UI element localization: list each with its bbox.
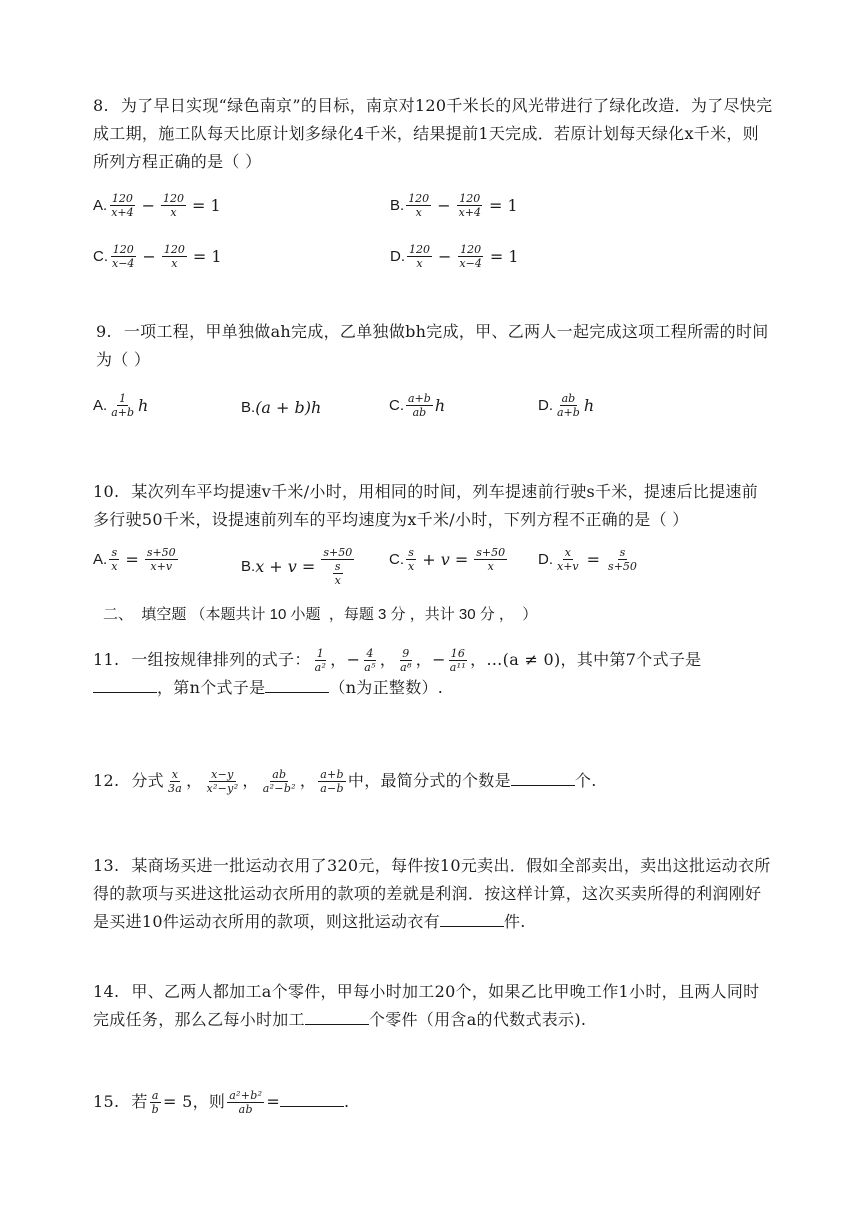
question-13: 13. 某商场买进一批运动衣用了320元，每件按10元卖出．假如全部卖出，卖出这批运动衣所得的款项与买进这批运动衣所用的款项的差就是利润．按这样计算，这次买卖所得的利润刚好是买进10件运动衣所用的款项，则这批运动衣有 件. <box>93 856 771 931</box>
question-number: 12. <box>93 771 120 790</box>
answer-blank[interactable] <box>93 674 157 693</box>
question-text: 某次列车平均提速v千米/小时，用相同的时间，列车提速前行驶s千米，提速后比提速前多行驶50千米，设提速前列车的平均速度为x千米/小时，下列方程不正确的是（ ） <box>93 482 759 529</box>
q10-option-d[interactable]: D. $\frac{x}{x+v}$ = $\frac{s}{s+50}$ <box>538 546 637 573</box>
answer-blank[interactable] <box>280 1088 344 1107</box>
question-9 <box>96 318 776 374</box>
question-text: 为了早日实现“绿色南京”的目标，南京对120千米长的风光带进行了绿化改造．为了尽快完成工期，施工队每天比原计划多绿化4千米，结果提前1天完成．若原计划每天绿化x千米，则所列方程正确的是（ ） <box>93 96 773 171</box>
question-number: 9. <box>96 322 112 341</box>
question-14: 14. 甲、乙两人都加工a个零件，甲每小时加工20个，如果乙比甲晚工作1小时，且两人同时完成任务，那么乙每小时加工 个零件（用含a的代数式表示). <box>93 982 760 1029</box>
question-number: 8. <box>93 96 109 115</box>
q9-option-d[interactable]: D. $\frac{ab}{a+b}$ h <box>538 392 595 419</box>
question-10 <box>93 478 773 534</box>
question-number: 10. <box>93 482 120 501</box>
q9-option-b[interactable]: B. (a + b)h <box>241 398 322 417</box>
question-number: 15. <box>93 1092 120 1111</box>
q9-option-a[interactable]: A. $\frac{1}{a+b}$ h <box>93 392 149 419</box>
q8-option-c[interactable]: C. $\frac{120}{x-4}$ − $\frac{120}{x}$ = 1 <box>93 243 222 270</box>
q8-option-b[interactable]: B. $\frac{120}{x}$ − $\frac{120}{x+4}$ = 1 <box>390 192 518 219</box>
question-8 <box>93 92 773 176</box>
question-12: 12. 分式 $\frac{x}{3a}$ ， $\frac{x-y}{\text{x²−y²}}$ ， $\frac{ab}{\text{a²−b²}}$ ， $\frac{a+b}{a-b}$ 中，最简分式的个数是 个. <box>93 768 597 795</box>
question-text: 一项工程，甲单独做ah完成，乙单独做bh完成，甲、乙两人一起完成这项工程所需的时间为（ ） <box>96 322 769 369</box>
question-number: 14. <box>93 982 120 1001</box>
answer-blank[interactable] <box>511 767 575 786</box>
answer-blank[interactable] <box>440 908 504 927</box>
q9-option-c[interactable]: C. $\frac{a+b}{ab}$ h <box>389 392 446 419</box>
section-title: 二、 填空题 （本题共计 10 小题 ，每题 3 分 ，共计 30 分 ， ） <box>103 606 538 623</box>
answer-blank[interactable] <box>265 674 329 693</box>
question-number: 13. <box>93 856 120 875</box>
question-11: 11. 一组按规律排列的式子： $\frac{1}{\text{a²}}$ ，− $\frac{4}{\text{a⁵}}$ ， $\frac{9}{\text{a⁸}}$ ，− $\frac{16}{\text{a¹¹}}$ ，…(a ≠ 0)，其中第7个式子是 ，第n个式子是 （n为正整数）. <box>93 647 702 697</box>
q8-option-a[interactable]: A. $\frac{120}{x+4}$ − $\frac{120}{x}$ = 1 <box>93 192 221 219</box>
q10-option-a[interactable]: A. $\frac{s}{x}$ = $\frac{s+50}{x+v}$ <box>93 546 176 573</box>
answer-blank[interactable] <box>305 1006 369 1025</box>
question-number: 11. <box>93 650 120 669</box>
question-15: 15. 若 $\frac{a}{b}$ = 5，则 $\frac{\text{a²+b²}}{ab}$ = . <box>93 1089 350 1116</box>
q10-option-c[interactable]: C. $\frac{s}{x}$ + v = $\frac{s+50}{x}$ <box>389 546 506 573</box>
q8-option-d[interactable]: D. $\frac{120}{x}$ − $\frac{120}{x-4}$ = 1 <box>390 243 519 270</box>
q10-option-b[interactable]: B. x + v = $\frac{s+50}{\frac{s}{x}}$ <box>241 546 353 587</box>
